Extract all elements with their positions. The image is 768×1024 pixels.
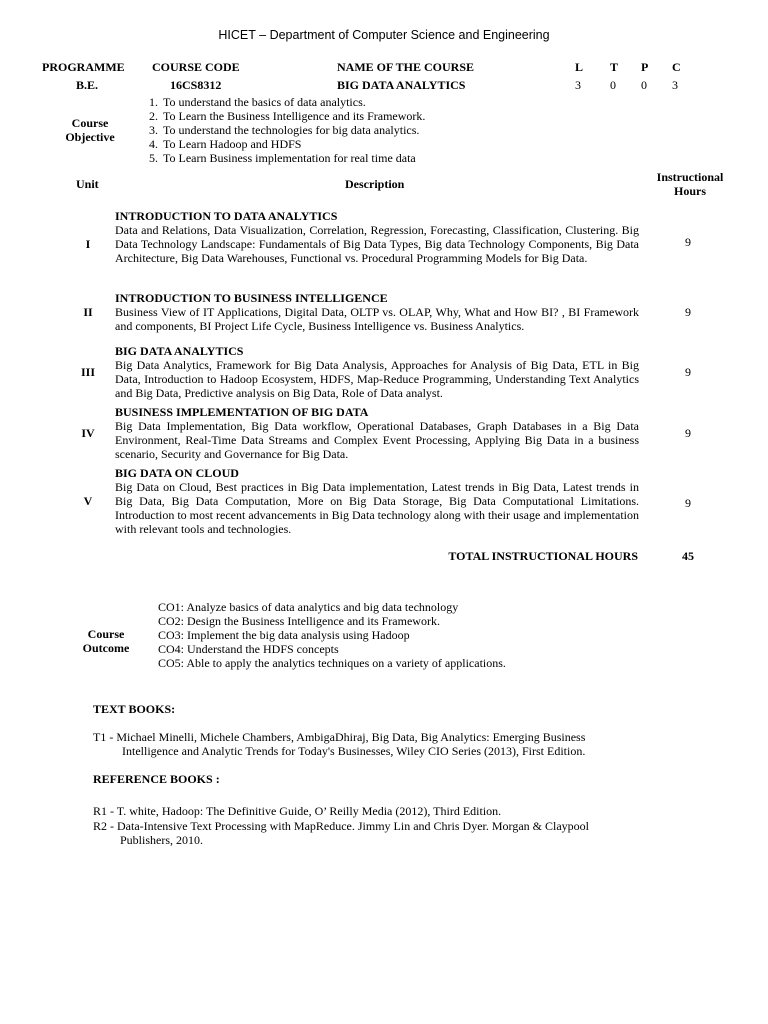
objective-item: 3. To understand the technologies for big data analytics. (161, 123, 663, 137)
objective-item: 4. To Learn Hadoop and HDFS (161, 137, 663, 151)
unit-text: Big Data Implementation, Big Data workflow, Operational Databases, Graph Databases in a Big Data Environment, Real-Time Data Streams and Complex Event Processing, Applying Big Data in a business scenario, Security and Governance for Big Data. (115, 419, 639, 461)
outcome-item: CO2: Design the Business Intelligence and its Framework. (158, 614, 440, 628)
reference-books-heading: REFERENCE BOOKS : (93, 772, 220, 786)
text-book-t1-line2: Intelligence and Analytic Trends for Today's Businesses, Wiley CIO Series (2013), First Edition. (122, 744, 586, 758)
course-code-value: 16CS8312 (170, 78, 222, 92)
hours-header-line2: Hours (673, 184, 706, 198)
objective-item: 2. To Learn the Business Intelligence and its Framework. (161, 109, 663, 123)
unit-title: BIG DATA ON CLOUD (115, 466, 239, 480)
unit-hours: 9 (685, 496, 691, 510)
unit-description (115, 466, 639, 536)
course-name-header: NAME OF THE COURSE (337, 60, 475, 74)
reference-book-r1: R1 - T. white, Hadoop: The Definitive Guide, O’ Reilly Media (2012), Third Edition. (93, 804, 502, 818)
outcome-list (158, 600, 658, 670)
objective-item: 1. To understand the basics of data analytics. (161, 95, 663, 109)
course-name-value: BIG DATA ANALYTICS (337, 78, 466, 92)
unit-description (115, 344, 639, 400)
description-column-header: Description (345, 177, 405, 191)
t-value: 0 (610, 78, 616, 92)
objective-list (143, 95, 663, 165)
total-hours-value: 45 (682, 549, 694, 563)
total-hours-label: TOTAL INSTRUCTIONAL HOURS (448, 549, 638, 563)
unit-number: III (80, 365, 95, 379)
unit-hours: 9 (685, 235, 691, 249)
reference-book-r2-line2: Publishers, 2010. (120, 833, 204, 847)
unit-number: II (83, 305, 93, 319)
hours-column-header (645, 170, 735, 198)
text-book-t1-line1: T1 - Michael Minelli, Michele Chambers, AmbigaDhiraj, Big Data, Big Analytics: Emerging Business (93, 730, 586, 744)
objective-label-line2: Objective (65, 130, 115, 144)
page-title: HICET – Department of Computer Science and Engineering (218, 28, 550, 42)
programme-value: B.E. (76, 78, 99, 92)
unit-title: BIG DATA ANALYTICS (115, 344, 244, 358)
outcome-item: CO1: Analyze basics of data analytics and big data technology (158, 600, 459, 614)
c-header: C (672, 60, 681, 74)
outcome-item: CO5: Able to apply the analytics techniques on a variety of applications. (158, 656, 506, 670)
p-value: 0 (641, 78, 647, 92)
c-value: 3 (672, 78, 678, 92)
hours-header-line1: Instructional (656, 170, 724, 184)
unit-title: INTRODUCTION TO DATA ANALYTICS (115, 209, 338, 223)
objective-label-line1: Course (71, 116, 109, 130)
l-header: L (575, 60, 584, 74)
outcome-item: CO4: Understand the HDFS concepts (158, 642, 339, 656)
unit-title: INTRODUCTION TO BUSINESS INTELLIGENCE (115, 291, 388, 305)
unit-title: BUSINESS IMPLEMENTATION OF BIG DATA (115, 405, 369, 419)
course-code-header: COURSE CODE (152, 60, 240, 74)
unit-number: V (83, 494, 93, 508)
l-value: 3 (575, 78, 581, 92)
unit-text: Business View of IT Applications, Digital Data, OLTP vs. OLAP, Why, What and How BI? , BI Framework and components, BI Project Life Cycle, Business Intelligence vs. Business Analytics. (115, 305, 639, 333)
course-objective-label (50, 116, 130, 144)
unit-text: Big Data on Cloud, Best practices in Big Data implementation, Latest trends in Big Data, Latest trends in Big Data, Big Data Computation, More on Big Data Storage, Big Data Computational Limitations. Introduction to most recent advancements in Big Data technology along with their usage and implementation with relevant tools and technologies. (115, 480, 639, 536)
text-books-heading: TEXT BOOKS: (93, 702, 176, 716)
course-outcome-label (66, 627, 146, 655)
unit-hours: 9 (685, 365, 691, 379)
unit-number: I (85, 237, 91, 251)
reference-book-r2-line1: R2 - Data-Intensive Text Processing with MapReduce. Jimmy Lin and Chris Dyer. Morgan & Claypool (93, 819, 589, 833)
unit-hours: 9 (685, 305, 691, 319)
unit-hours: 9 (685, 426, 691, 440)
unit-number: IV (81, 426, 95, 440)
t-header: T (610, 60, 619, 74)
outcome-item: CO3: Implement the big data analysis using Hadoop (158, 628, 410, 642)
unit-column-header: Unit (76, 177, 99, 191)
unit-text: Big Data Analytics, Framework for Big Data Analysis, Approaches for Analysis of Big Data, ETL in Big Data, Introduction to Hadoop Ecosystem, HDFS, Map-Reduce Programming, Understanding Text Analytics and Big Data, Predictive analysis on Big Data, Role of Data analyst. (115, 358, 639, 400)
unit-text: Data and Relations, Data Visualization, Correlation, Regression, Forecasting, Classification, Clustering. Big Data Technology Landscape: Fundamentals of Big Data Types, Big data Technology Components, Big Data Architecture, Big Data Warehouses, Functional vs. Procedural Programming Models for Big Data. (115, 223, 639, 265)
p-header: P (641, 60, 649, 74)
outcome-label-line1: Course (87, 627, 125, 641)
unit-description (115, 209, 639, 265)
programme-header: PROGRAMME (42, 60, 125, 74)
objective-item: 5. To Learn Business implementation for real time data (161, 151, 663, 165)
unit-description (115, 291, 639, 333)
outcome-label-line2: Outcome (82, 641, 130, 655)
unit-description (115, 405, 639, 461)
